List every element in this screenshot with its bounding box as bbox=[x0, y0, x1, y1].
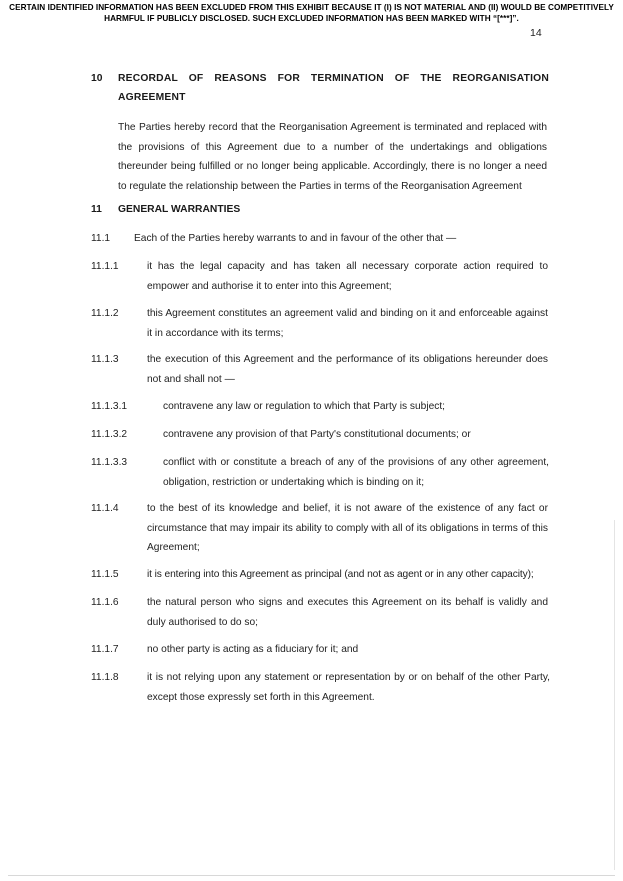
section-11-title: GENERAL WARRANTIES bbox=[118, 204, 241, 215]
clause-text: no other party is acting as a fiduciary for it; and bbox=[147, 644, 359, 655]
clause-text: the execution of this Agreement and the performance of its obligations hereunder does not and shall not — bbox=[147, 354, 548, 385]
clause-text: to the best of its knowledge and belief, it is not aware of the existence of any fact or circumstance that may impair its ability to comply with all of its obligations in terms of this Agreement; bbox=[147, 503, 548, 553]
clause-number: 11.1.1 bbox=[91, 261, 119, 272]
page-number: 14 bbox=[530, 27, 542, 39]
clause-number: 11.1.7 bbox=[91, 644, 119, 655]
clause-text: it has the legal capacity and has taken all necessary corporate action required to empower and authorise it to enter into this Agreement; bbox=[147, 261, 548, 292]
section-10-title: RECORDAL OF REASONS FOR TERMINATION OF THE REORGANISATION AGREEMENT bbox=[118, 73, 549, 103]
section-10-heading bbox=[91, 69, 561, 109]
clause-text: conflict with or constitute a breach of any of the provisions of any other agreement, obligation, restriction or undertaking which is binding on it; bbox=[163, 457, 549, 488]
section-10-body: The Parties hereby record that the Reorganisation Agreement is terminated and replaced with the provisions of this Agreement due to a number of the undertakings and obligations thereunder being fulfilled or no longer being applicable. Accordingly, there is no longer a need to regulate the relationship between the Parties in terms of the Reorganisation Agreement bbox=[118, 122, 547, 192]
section-10-number: 10 bbox=[91, 73, 103, 84]
clause-number: 11.1.6 bbox=[91, 597, 119, 608]
page-bottom-edge bbox=[8, 875, 615, 876]
clause-text: it is not relying upon any statement or representation by or on behalf of the other Party, except those expressly set forth in this Agreement. bbox=[147, 672, 550, 703]
section-11-heading bbox=[91, 200, 561, 220]
clause-text: the natural person who signs and executes this Agreement on its behalf is validly and duly authorised to do so; bbox=[147, 597, 548, 628]
clause-text: contravene any provision of that Party's constitutional documents; or bbox=[163, 429, 471, 440]
clause-number: 11.1.3.1 bbox=[91, 401, 128, 412]
clause-number: 11.1.5 bbox=[91, 569, 119, 580]
clause-text: it is entering into this Agreement as principal (and not as agent or in any other capacity); bbox=[147, 569, 534, 580]
confidentiality-disclaimer: CERTAIN IDENTIFIED INFORMATION HAS BEEN EXCLUDED FROM THIS EXHIBIT BECAUSE IT (I) IS NOT MATERIAL AND (II) WOULD BE COMPETITIVELY HARMFUL IF PUBLICLY DISCLOSED. SUCH EXCLUDED INFORMATION HAS BEEN MARKED WITH “[***]”. bbox=[9, 3, 614, 23]
clause-text: contravene any law or regulation to which that Party is subject; bbox=[163, 401, 446, 412]
clause-text: this Agreement constitutes an agreement valid and binding on it and enforceable against it in accordance with its terms; bbox=[147, 308, 548, 339]
section-11-number: 11 bbox=[91, 204, 102, 215]
clause-text: Each of the Parties hereby warrants to and in favour of the other that — bbox=[134, 233, 457, 244]
clause-number: 11.1.3 bbox=[91, 354, 119, 365]
clause-number: 11.1 bbox=[91, 233, 111, 244]
clause-number: 11.1.8 bbox=[91, 672, 119, 683]
clause-number: 11.1.4 bbox=[91, 503, 119, 514]
clause-number: 11.1.3.2 bbox=[91, 429, 128, 440]
scan-edge-line bbox=[614, 520, 615, 870]
clause-number: 11.1.3.3 bbox=[91, 457, 128, 468]
clause-number: 11.1.2 bbox=[91, 308, 119, 319]
